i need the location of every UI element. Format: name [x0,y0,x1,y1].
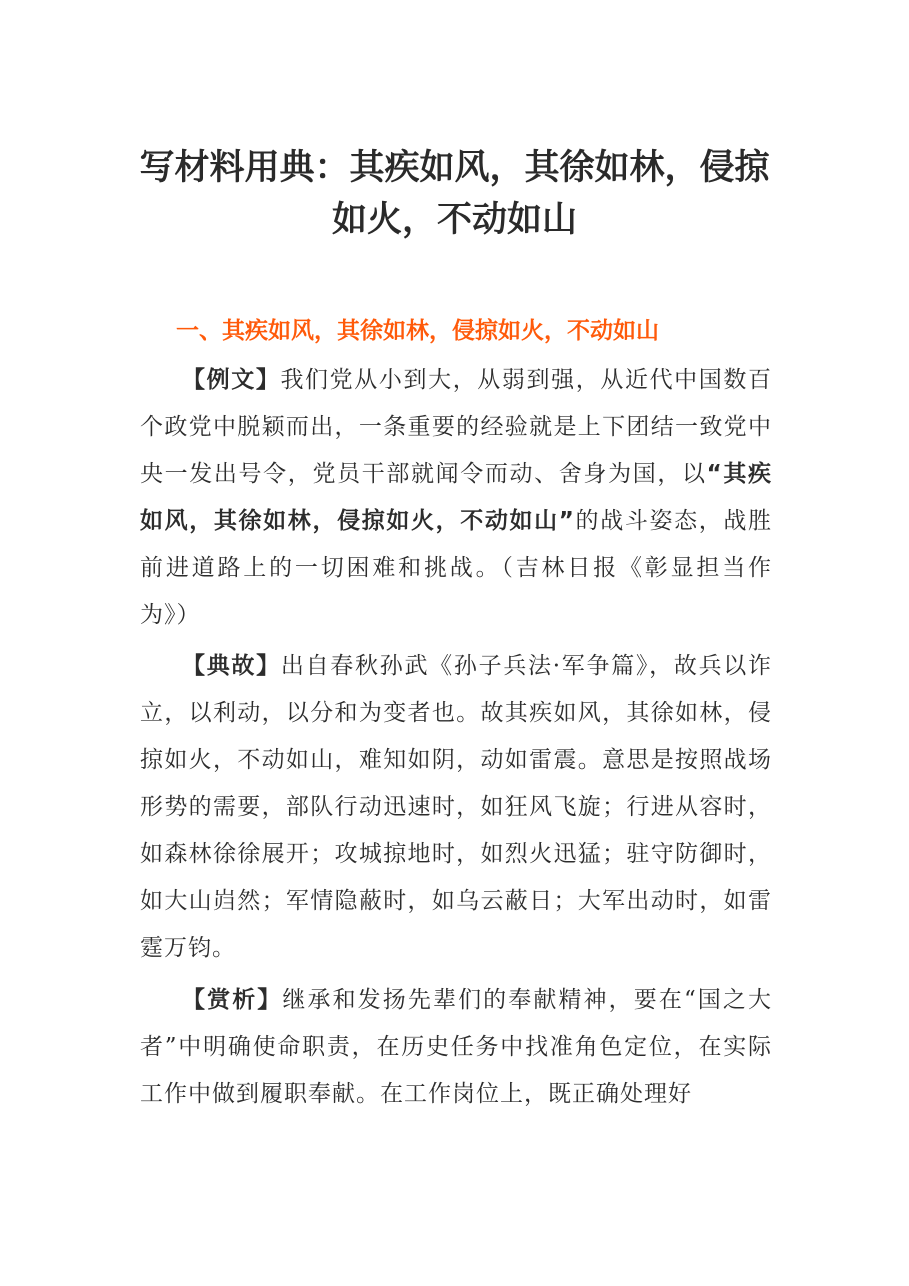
example-quote: “其疾如风，其徐如林，侵掠如火，不动如山” [140,461,772,534]
example-text-before: 我们党从小到大，从弱到强，从近代中国数百个政党中脱颖而出，一条重要的经验就是上下团结一致党中央一发出号令，党员干部就闻令而动、舍身为国，以 [140,367,773,487]
analysis-text: 继承和发扬先辈们的奉献精神，要在“国之大者”中明确使命职责，在历史任务中找准角色定位，在实际工作中做到履职奉献。在工作岗位上，既正确处理好 [140,987,772,1107]
example-tag: 【例文】 [182,367,281,393]
title-line-2: 如火，不动如山 [331,200,577,240]
analysis-paragraph [140,977,772,1118]
title-line-1: 写材料用典：其疾如风，其徐如林，侵掠 [139,148,770,188]
allusion-tag: 【典故】 [182,653,281,679]
allusion-text: 出自春秋孙武《孙子兵法·军争篇》，故兵以诈立，以利动，以分和为变者也。故其疾如风，其徐如林，侵掠如火，不动如山，难知如阴，动如雷震。意思是按照战场形势的需要，部队行动迅速时，如狂风飞旋；行进从容时，如森林徐徐展开；攻城掠地时，如烈火迅猛；驻守防御时，如大山岿然；军情隐蔽时，如乌云蔽日；大军出动时，如雷霆万钧。 [140,653,773,961]
document-title [60,142,849,246]
example-text-after: 的战斗姿态，战胜前进道路上的一切困难和挑战。（吉林日报《彰显担当作为》） [140,508,773,628]
allusion-paragraph [140,643,772,972]
section-heading: 一、其疾如风，其徐如林，侵掠如火，不动如山 [176,318,659,344]
analysis-tag: 【赏析】 [182,987,283,1013]
example-paragraph [140,357,772,639]
